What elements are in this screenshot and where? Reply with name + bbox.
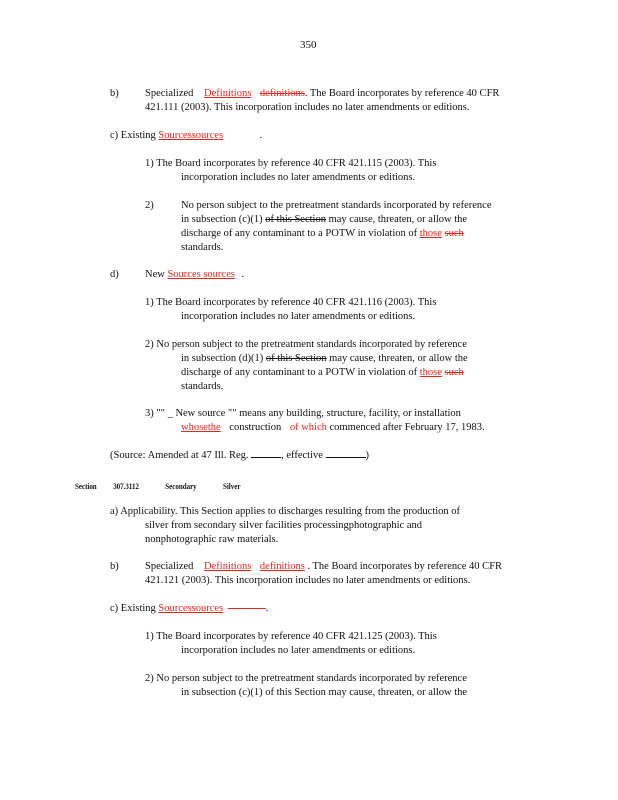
para-d-line: [145, 268, 244, 282]
specialized-word: Specialized: [145, 88, 194, 99]
deleted-of-this-section: of this Section: [265, 214, 326, 225]
source-note: [110, 449, 369, 463]
para-d3-line1: 3) "" _ New source "" means any building, structure, facility, or installation: [145, 408, 461, 419]
para-c-line: [110, 129, 262, 143]
p2-inserted-sources: Sourcessources: [158, 603, 224, 614]
para-d3-line2: [181, 421, 485, 435]
d-period: .: [241, 269, 245, 280]
p2-deleted-line: [228, 608, 266, 609]
inserted-whose: whosethe: [181, 422, 221, 433]
p2-c1-line1: 1) The Board incorporates by reference 40 CFR 421.125 (2003). This: [145, 631, 437, 642]
para-b-line1: [145, 87, 499, 101]
para-b-line2: 421.111 (2003). This incorporation includes no later amendments or editions.: [145, 102, 470, 113]
source-effective: , effective: [281, 450, 323, 461]
para-c-period: .: [259, 130, 263, 141]
page-number: 350: [300, 39, 317, 51]
section-name-1: Secondary: [165, 481, 197, 491]
inserted-sources-d: Sources sources: [167, 269, 235, 280]
section-label: Section: [75, 481, 97, 491]
p2-c-label: c) Existing: [110, 603, 156, 614]
inserted-those-d: those: [419, 367, 442, 378]
d2-rest: may cause, threaten, or allow the: [329, 353, 468, 364]
para-c2-line3: [181, 227, 464, 241]
p2-b-line1: [145, 560, 502, 574]
blank-reg: [251, 457, 281, 458]
p2-inserted-definitions: Definitions: [204, 561, 252, 572]
p2-a-line3: nonphotographic raw materials.: [145, 534, 279, 545]
blank-effective: [326, 457, 366, 458]
p2-c2-line1: 2) No person subject to the pretreatment standards incorporated by reference: [145, 673, 467, 684]
p2-b-label: b): [110, 561, 119, 572]
p2-b-text: . The Board incorporates by reference 40 CFR: [307, 561, 503, 572]
deleted-such: such: [444, 228, 464, 239]
c2-discharge: discharge of any contaminant to a POTW in violation of: [181, 228, 418, 239]
p2-c-line: [110, 602, 268, 616]
para-b-label: b): [110, 88, 119, 99]
deleted-definitions: definitions: [259, 88, 305, 99]
para-c2-line4: standards.: [181, 242, 224, 253]
p2-c1-line2: incorporation includes no later amendments or editions.: [181, 645, 416, 656]
d2-discharge: discharge of any contaminant to a POTW in violation of: [181, 367, 418, 378]
p2-c2-line2: in subsection (c)(1) of this Section may cause, threaten, or allow the: [181, 687, 468, 698]
section-heading: [75, 479, 240, 493]
inserted-those: those: [419, 228, 442, 239]
para-c2-line1: No person subject to the pretreatment standards incorporated by reference: [181, 200, 492, 211]
para-c-label: c) Existing: [110, 130, 156, 141]
deleted-of-this-section-d: of this Section: [265, 353, 327, 364]
p2-deleted-definitions: definitions: [259, 561, 305, 572]
d2-subsection: in subsection (d)(1): [181, 353, 264, 364]
deleted-such-d: such: [444, 367, 464, 378]
p2-b-line2: 421.121 (2003). This incorporation includes no later amendments or editions.: [145, 575, 471, 586]
p2-a-line1: a) Applicability. This Section applies to discharges resulting from the production of: [110, 506, 461, 517]
source-close: ): [365, 450, 370, 461]
inserted-sources: Sourcessources: [158, 130, 224, 141]
para-d-label: d): [110, 269, 119, 280]
para-d2-line4: standards.: [181, 381, 224, 392]
section-name-2: Silver: [222, 481, 241, 491]
p2-specialized: Specialized: [145, 561, 194, 572]
para-c2-num: 2): [145, 200, 154, 211]
c2-subsection: in subsection (c)(1): [181, 214, 263, 225]
d-new: New: [145, 269, 165, 280]
c2-rest: may cause, threaten, or allow the: [328, 214, 468, 225]
p2-c-period: .: [265, 603, 269, 614]
para-d2-line2: [181, 352, 468, 366]
para-d1-line2: incorporation includes no later amendments or editions.: [181, 311, 416, 322]
para-b-text: . The Board incorporates by reference 40 CFR: [304, 88, 500, 99]
inserted-definitions: Definitions: [204, 88, 252, 99]
section-number: 307.3112: [113, 481, 139, 491]
para-c2-line2: [181, 213, 467, 227]
para-d2-line3: [181, 366, 464, 380]
p2-a-line2: silver from secondary silver facilities processingphotographic and: [145, 520, 422, 531]
d3-construction: construction: [229, 422, 282, 433]
para-d2-line1: 2) No person subject to the pretreatment standards incorporated by reference: [145, 339, 467, 350]
para-c1-line2: incorporation includes no later amendments or editions.: [181, 172, 416, 183]
para-d1-line1: 1) The Board incorporates by reference 40 CFR 421.116 (2003). This: [145, 297, 437, 308]
d3-commenced: commenced after February 17, 1983.: [329, 422, 485, 433]
inserted-of-which: of which: [289, 422, 327, 433]
para-c1-line1: 1) The Board incorporates by reference 40 CFR 421.115 (2003). This: [145, 158, 437, 169]
source-amended: (Source: Amended at 47 Ill. Reg.: [110, 450, 249, 461]
